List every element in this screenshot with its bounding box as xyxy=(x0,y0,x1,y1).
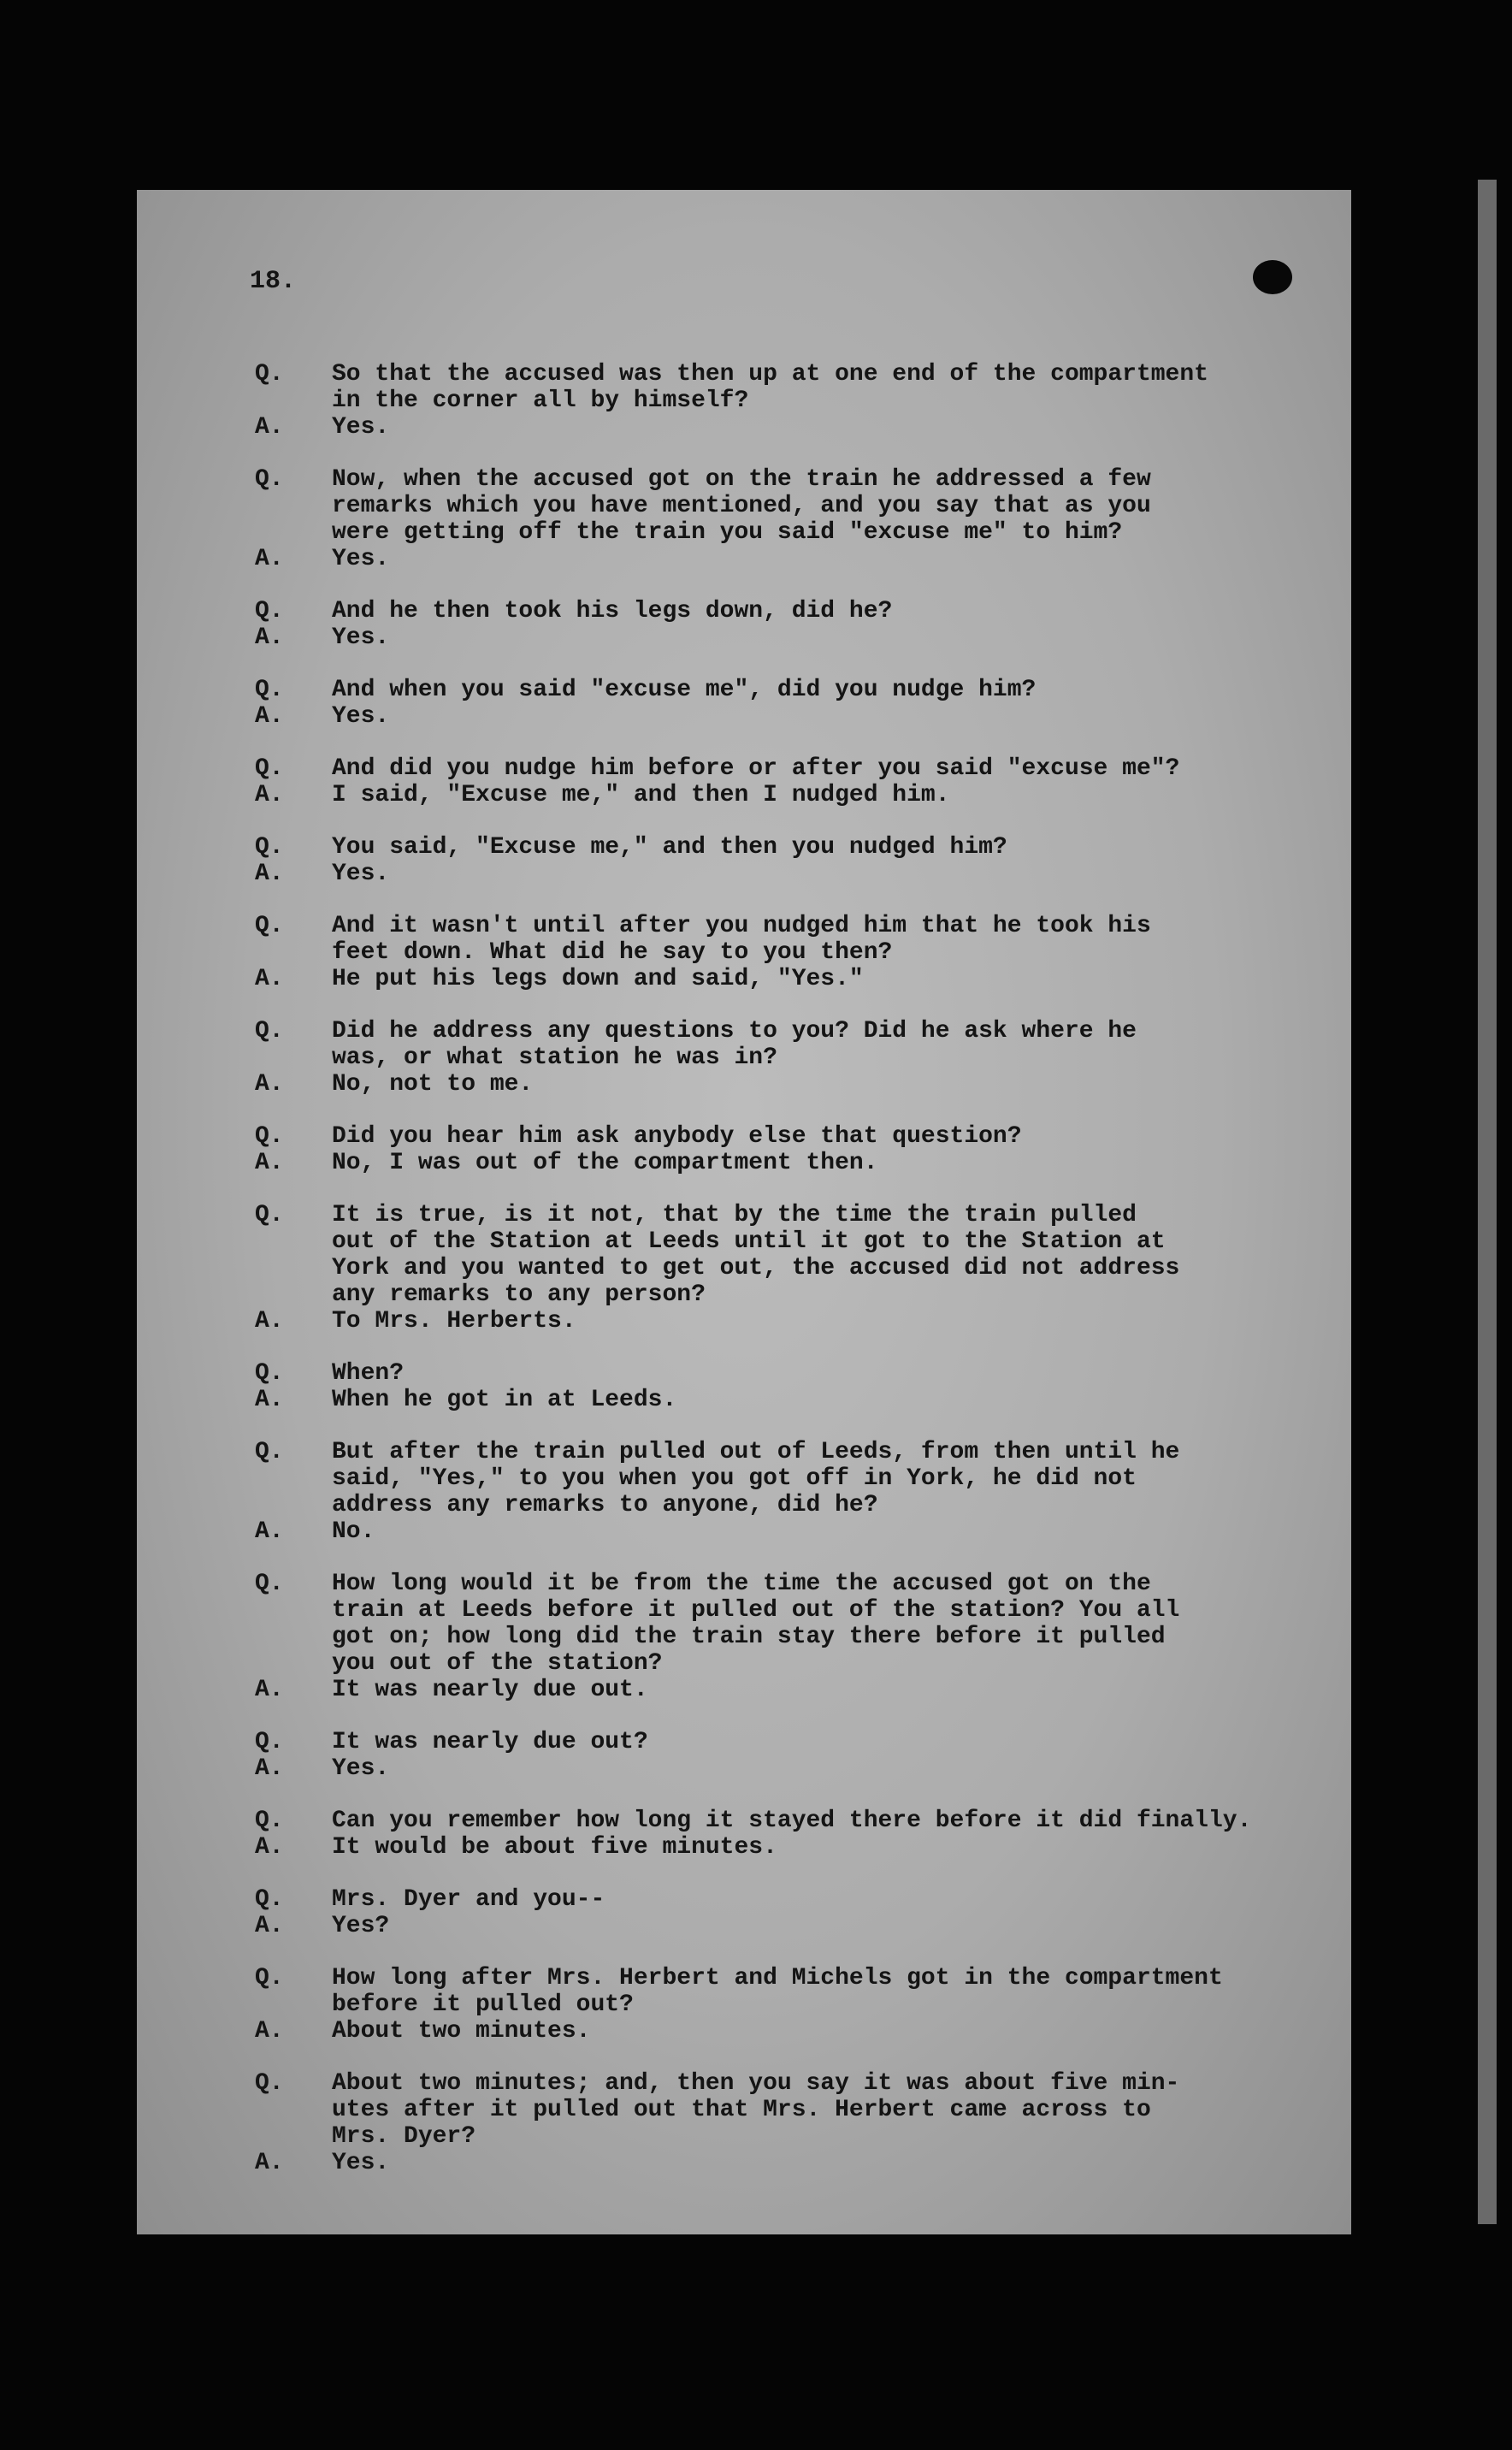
question-text: And he then took his legs down, did he? xyxy=(332,598,893,624)
speaker-marker: Q. xyxy=(255,598,284,624)
answer-text: Yes. xyxy=(332,546,390,572)
speaker-marker: A. xyxy=(255,966,284,992)
answer-line xyxy=(255,2018,1324,2045)
question-line xyxy=(255,2070,1324,2150)
speaker-marker: Q. xyxy=(255,361,284,388)
speaker-marker: Q. xyxy=(255,1729,284,1755)
qa-exchange xyxy=(255,1018,1324,1098)
answer-line xyxy=(255,1518,1324,1545)
answer-line xyxy=(255,966,1324,992)
speaker-marker: Q. xyxy=(255,1571,284,1597)
answer-line xyxy=(255,861,1324,887)
speaker-marker: Q. xyxy=(255,1439,284,1465)
qa-exchange xyxy=(255,1886,1324,1939)
question-line xyxy=(255,1439,1324,1518)
question-line xyxy=(255,913,1324,966)
adjacent-page-edge xyxy=(1478,180,1497,2224)
qa-exchange xyxy=(255,1123,1324,1176)
question-text: How long after Mrs. Herbert and Michels got in the compartment before it pulled out? xyxy=(332,1965,1223,2018)
speaker-marker: Q. xyxy=(255,1360,284,1387)
answer-text: I said, "Excuse me," and then I nudged him. xyxy=(332,782,950,808)
speaker-marker: Q. xyxy=(255,1123,284,1150)
answer-text: When he got in at Leeds. xyxy=(332,1387,677,1413)
answer-line xyxy=(255,414,1324,441)
answer-text: No, not to me. xyxy=(332,1071,534,1098)
speaker-marker: Q. xyxy=(255,2070,284,2097)
speaker-marker: Q. xyxy=(255,1018,284,1045)
answer-line xyxy=(255,782,1324,808)
qa-exchange xyxy=(255,677,1324,730)
qa-exchange xyxy=(255,466,1324,572)
question-text: It was nearly due out? xyxy=(332,1729,648,1755)
speaker-marker: A. xyxy=(255,861,284,887)
speaker-marker: A. xyxy=(255,1913,284,1939)
qa-exchange xyxy=(255,1965,1324,2045)
question-text: It is true, is it not, that by the time the train pulled out of the Station at Leeds until it got to the Station at York and you wanted to get out, the accused did not address any remarks to any person? xyxy=(332,1202,1180,1308)
answer-line xyxy=(255,1834,1324,1861)
speaker-marker: A. xyxy=(255,782,284,808)
speaker-marker: A. xyxy=(255,2150,284,2176)
qa-exchange xyxy=(255,1571,1324,1703)
answer-text: Yes. xyxy=(332,703,390,730)
question-line xyxy=(255,1018,1324,1071)
question-line xyxy=(255,1729,1324,1755)
question-line xyxy=(255,1808,1324,1834)
answer-text: It was nearly due out. xyxy=(332,1677,648,1703)
question-text: Mrs. Dyer and you-- xyxy=(332,1886,605,1913)
answer-text: No, I was out of the compartment then. xyxy=(332,1150,878,1176)
answer-line xyxy=(255,1755,1324,1782)
answer-line xyxy=(255,1677,1324,1703)
answer-text: Yes. xyxy=(332,2150,390,2176)
speaker-marker: A. xyxy=(255,1071,284,1098)
qa-exchange xyxy=(255,1202,1324,1334)
answer-line xyxy=(255,2150,1324,2176)
answer-line xyxy=(255,1387,1324,1413)
answer-line xyxy=(255,1913,1324,1939)
speaker-marker: Q. xyxy=(255,913,284,939)
answer-text: Yes. xyxy=(332,861,390,887)
qa-exchange xyxy=(255,834,1324,887)
answer-line xyxy=(255,1150,1324,1176)
answer-text: No. xyxy=(332,1518,375,1545)
hole-punch-mark xyxy=(1253,260,1292,294)
answer-text: Yes. xyxy=(332,414,390,441)
question-line xyxy=(255,1886,1324,1913)
speaker-marker: A. xyxy=(255,1387,284,1413)
answer-text: It would be about five minutes. xyxy=(332,1834,777,1861)
answer-text: To Mrs. Herberts. xyxy=(332,1308,576,1334)
speaker-marker: Q. xyxy=(255,1808,284,1834)
answer-text: He put his legs down and said, "Yes." xyxy=(332,966,864,992)
question-text: Now, when the accused got on the train he addressed a few remarks which you have mentioned, and you say that as you were getting off the train you said "excuse me" to him? xyxy=(332,466,1151,546)
answer-text: About two minutes. xyxy=(332,2018,591,2045)
speaker-marker: Q. xyxy=(255,466,284,493)
speaker-marker: Q. xyxy=(255,677,284,703)
answer-text: Yes. xyxy=(332,624,390,651)
question-text: Can you remember how long it stayed there before it did finally. xyxy=(332,1808,1252,1834)
question-text: You said, "Excuse me," and then you nudged him? xyxy=(332,834,1007,861)
answer-line xyxy=(255,1071,1324,1098)
question-text: Did you hear him ask anybody else that question? xyxy=(332,1123,1022,1150)
speaker-marker: A. xyxy=(255,2018,284,2045)
transcript-page xyxy=(137,190,1351,2234)
question-text: About two minutes; and, then you say it was about five min- utes after it pulled out that Mrs. Herbert came across to Mrs. Dyer? xyxy=(332,2070,1180,2150)
speaker-marker: Q. xyxy=(255,1965,284,1991)
speaker-marker: A. xyxy=(255,1755,284,1782)
question-text: And when you said "excuse me", did you nudge him? xyxy=(332,677,1037,703)
speaker-marker: Q. xyxy=(255,755,284,782)
question-text: But after the train pulled out of Leeds, from then until he said, "Yes," to you when you got off in York, he did not address any remarks to anyone, did he? xyxy=(332,1439,1180,1518)
question-line xyxy=(255,1571,1324,1677)
qa-exchange xyxy=(255,1439,1324,1545)
qa-exchange xyxy=(255,1729,1324,1782)
page-number: 18. xyxy=(250,267,297,296)
speaker-marker: A. xyxy=(255,1150,284,1176)
qa-exchange xyxy=(255,361,1324,441)
speaker-marker: A. xyxy=(255,1677,284,1703)
question-line xyxy=(255,466,1324,546)
qa-exchange xyxy=(255,1360,1324,1413)
question-line xyxy=(255,1202,1324,1308)
question-text: How long would it be from the time the accused got on the train at Leeds before it pulled out of the station? You all got on; how long did the train stay there before it pulled you out of the station? xyxy=(332,1571,1180,1677)
question-line xyxy=(255,1965,1324,2018)
question-line xyxy=(255,1123,1324,1150)
question-line xyxy=(255,361,1324,414)
question-line xyxy=(255,755,1324,782)
speaker-marker: A. xyxy=(255,546,284,572)
question-text: And it wasn't until after you nudged him that he took his feet down. What did he say to you then? xyxy=(332,913,1151,966)
answer-line xyxy=(255,624,1324,651)
answer-line xyxy=(255,1308,1324,1334)
speaker-marker: A. xyxy=(255,703,284,730)
qa-exchange xyxy=(255,2070,1324,2176)
question-text: So that the accused was then up at one end of the compartment in the corner all by himself? xyxy=(332,361,1208,414)
question-line xyxy=(255,834,1324,861)
answer-line xyxy=(255,703,1324,730)
qa-exchange xyxy=(255,755,1324,808)
speaker-marker: A. xyxy=(255,1518,284,1545)
question-text: And did you nudge him before or after you said "excuse me"? xyxy=(332,755,1180,782)
qa-exchange xyxy=(255,598,1324,651)
qa-exchange xyxy=(255,1808,1324,1861)
answer-text: Yes? xyxy=(332,1913,390,1939)
speaker-marker: Q. xyxy=(255,1886,284,1913)
speaker-marker: Q. xyxy=(255,834,284,861)
question-line xyxy=(255,598,1324,624)
speaker-marker: A. xyxy=(255,1308,284,1334)
question-line xyxy=(255,677,1324,703)
speaker-marker: A. xyxy=(255,1834,284,1861)
speaker-marker: A. xyxy=(255,624,284,651)
question-line xyxy=(255,1360,1324,1387)
speaker-marker: A. xyxy=(255,414,284,441)
question-text: When? xyxy=(332,1360,405,1387)
answer-line xyxy=(255,546,1324,572)
answer-text: Yes. xyxy=(332,1755,390,1782)
transcript-body xyxy=(255,361,1324,2202)
qa-exchange xyxy=(255,913,1324,992)
speaker-marker: Q. xyxy=(255,1202,284,1228)
question-text: Did he address any questions to you? Did he ask where he was, or what station he was in? xyxy=(332,1018,1137,1071)
